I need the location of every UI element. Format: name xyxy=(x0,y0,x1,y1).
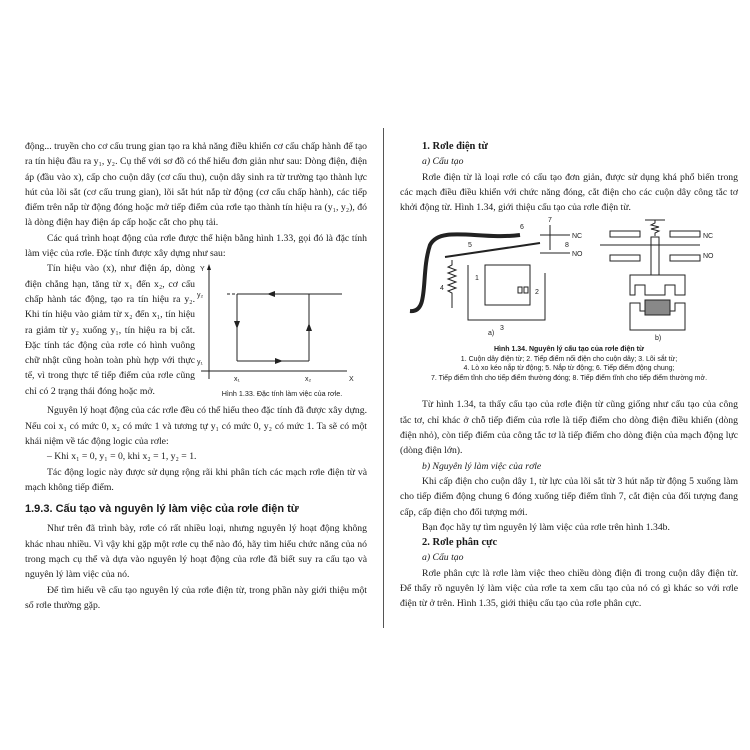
diagram-shape xyxy=(207,264,312,364)
figure-caption-line: 7. Tiếp điểm tĩnh cho tiếp điểm thường đóng; 8. Tiếp điểm tĩnh cho tiếp điểm thường mở. xyxy=(430,374,708,382)
x1-label: x₁ xyxy=(234,376,240,384)
paragraph: Từ hình 1.34, ta thấy cấu tạo của rơle điện từ cũng giống như cấu tạo của công tắc tơ, chỉ khác ở chỗ tiếp điểm của rơle là tiếp điểm cho dòng điện điều khiển (dòng điện nhỏ), còn tiếp điểm của công tắc tơ là tiếp điểm cho dòng điện của mạch động lực (dòng điện lớn). xyxy=(400,399,738,457)
paragraph: Bạn đọc hãy tự tìm nguyên lý làm việc của rơle trên hình 1.34b. xyxy=(422,521,670,533)
subsection-heading: 1. Rơle điện từ xyxy=(422,141,488,152)
diagram-shape xyxy=(610,231,640,237)
y2-label: y₂ xyxy=(197,292,204,300)
paragraph: – Khi x₁ = 0, y₁ = 0, khi x₂ = 1, y₂ = 1. xyxy=(47,451,197,463)
armature xyxy=(445,243,540,257)
subheading: b) Nguyên lý làm việc của rơle xyxy=(422,460,542,472)
relay-diagram xyxy=(400,215,738,343)
arrow-left xyxy=(267,291,275,297)
label-a: a) xyxy=(488,330,495,338)
label-b: b) xyxy=(655,335,662,343)
no-label-b: NO xyxy=(703,253,714,261)
diagram-label: 1 xyxy=(475,275,479,283)
y-axis-label: Y xyxy=(200,266,205,274)
diagram-shape xyxy=(645,300,670,315)
upper-core xyxy=(630,275,685,295)
coil xyxy=(485,265,530,305)
left-page xyxy=(25,139,367,613)
page-gutter-divider xyxy=(383,128,384,628)
figure-caption-line: 1. Cuộn dây điện từ; 2. Tiếp điểm nối điện cho cuộn dây; 3. Lõi sắt từ; xyxy=(460,355,678,363)
figure-caption-line: 4. Lò xo kéo nắp từ động; 5. Nắp từ động; 6. Tiếp điểm động chung; xyxy=(463,365,675,373)
spring-b xyxy=(651,220,659,236)
paragraph: Rơle điện từ là loại rơle có cấu tạo đơn giản, được sử dụng khá phổ biến trong các mạch điều điều khiển với chức năng đóng, cắt điện cho các cuộn dây công tắc tơ khởi động từ. Hình 1.34, giới thiệu cấu tạo của rơle điện từ. xyxy=(400,171,738,214)
paragraph: Rơle phân cực là rơle làm việc theo chiều dòng điện đi trong cuộn dây điện từ. Để thấy rõ nguyên lý làm việc của rơle ta xem cấu tạo của nó có gì khác so với rơle điện từ ở trên. Hình 1.35, giới thiệu cấu tạo của rơle phân cực. xyxy=(400,567,738,610)
diagram-shape xyxy=(524,287,528,293)
x-axis-label: X xyxy=(349,376,354,384)
hysteresis-chart xyxy=(197,261,367,389)
diagram-label: 3 xyxy=(500,325,504,333)
arrow-up xyxy=(306,323,312,331)
section-heading: 1.9.3. Cấu tạo và nguyên lý làm việc của rơle điện từ xyxy=(25,503,299,516)
figure-caption-title: Hình 1.34. Nguyên lý cấu tạo của rơle điện từ xyxy=(493,346,645,354)
subsection-heading: 2. Rơle phân cực xyxy=(422,537,498,549)
figure-1-33 xyxy=(197,261,367,399)
paragraph: Như trên đã trình bày, rơle có rất nhiều loại, nhưng nguyên lý hoạt động không khác nhau nhiều. Vì vậy khi gặp một rơle cụ thể nào đó, hãy tìm hiểu chức năng của nó trong mạch cụ thể và dựa vào nguyên lý hoạt động của rơle đã biết suy ra cấu tạo và nguyên lý làm việc của nó. xyxy=(25,523,367,581)
paragraph: Tín hiệu vào (x), như điện áp, dòng điện chẳng hạn, tăng từ x₁ đến x₂, cơ cấu chấp hành tác động, tạo ra tín hiệu ra y₂. Khi tín hiệu vào giảm từ x₂ đến x₁, tín hiệu ra giảm từ y₂ xuống y₁, tín hiệu ra bị cắt. Đặc tính tác động của rơle có hình vuông chữ nhật cũng hoàn toàn phù hợp với thực tế, vì trong thực tế tiếp điểm của rơle cũng chỉ có 2 trạng thái đóng hoặc mở. xyxy=(25,263,195,397)
diagram-shape xyxy=(207,264,211,270)
nc-label: NC xyxy=(572,233,583,241)
no-label: NO xyxy=(572,251,583,259)
diagram-label: 8 xyxy=(565,242,569,250)
diagram-shape xyxy=(651,237,659,275)
paragraph: Để tìm hiểu về cấu tạo nguyên lý của rơle điện từ, trong phần này giới thiệu một số rơle thường gặp. xyxy=(25,584,367,611)
cable xyxy=(410,235,520,312)
subheading: a) Cấu tạo xyxy=(422,552,464,564)
diagram-shape xyxy=(197,266,354,383)
diagram-shape xyxy=(201,266,347,379)
diagram-shape xyxy=(670,231,700,237)
diagram-shape xyxy=(518,287,522,293)
diagram-label: 6 xyxy=(520,224,524,232)
arrow-down xyxy=(234,321,240,329)
yoke xyxy=(468,265,545,320)
y1-label: y₁ xyxy=(197,359,203,367)
figure-caption: Hình 1.33. Đặc tính làm việc của rơle. xyxy=(221,389,343,399)
figure-1-34 xyxy=(400,215,738,383)
right-page xyxy=(400,139,738,612)
nc-label-b: NC xyxy=(703,233,714,241)
x2-label: x₂ xyxy=(305,376,312,384)
diagram-label: 4 xyxy=(440,285,444,293)
diagram-shape xyxy=(670,255,700,261)
diagram-label: 2 xyxy=(535,289,539,297)
paragraph: động... truyền cho cơ cấu trung gian tạo ra khả năng điều khiển cơ cấu chấp hành để tạo ra tín hiệu đầu ra y₁, y₂. Cụ thể với sơ đồ có thể hiểu đơn giản như sau: Dòng điện, điện áp (đầu vào x), cấp cho cuộn dây (cơ cấu thu), cuộn dây sinh ra từ trường tạo thành lực hút của lõi sắt (cơ cấu trung gian), lõi sắt hút nắp từ động (cơ cấu chấp hành), các tiếp điểm trên nắp từ động đóng hoặc mở tiếp điểm của rơle tạo thành tín hiệu ra (y₁, y₂), đó là dòng điện hay điện áp cấp hoặc cắt cho phụ tải. xyxy=(25,141,367,229)
subheading: a) Cấu tạo xyxy=(422,156,464,168)
arrow-right xyxy=(275,358,283,364)
diagram-label: 5 xyxy=(468,242,472,250)
diagram-shape xyxy=(410,220,700,333)
paragraph: Khi cấp điện cho cuộn dây 1, từ lực của lõi sắt từ 3 hút nắp từ động 5 xuống làm cho tiếp điểm động chung 6 đóng xuống tiếp điểm tĩnh 7, cắt điện của đối tượng đang cấp, cấp điện cho đối tượng mới. xyxy=(400,475,738,518)
paragraph: Nguyên lý hoạt động của các rơle đều có thể hiểu theo đặc tính đã được xây dựng. Nếu coi x₁ có mức 0, x₂ có mức 1 và tương tự y₁ có mức 0, y₂ có mức 1. Ta sẽ có một khái niệm về tác động logic của rơle: xyxy=(25,405,367,447)
spring xyxy=(448,260,456,308)
diagram-shape xyxy=(610,255,640,261)
paragraph: Tác động logic này được sử dụng rộng rãi khi phân tích các mạch rơle điện từ và mạch không tiếp điểm. xyxy=(25,466,367,493)
diagram-label: 7 xyxy=(548,217,552,225)
paragraph: Các quá trình hoạt động của rơle được thể hiện bằng hình 1.33, gọi đó là đặc tính làm việc của rơle. Đặc tính được xây dựng như sau: xyxy=(25,232,367,260)
